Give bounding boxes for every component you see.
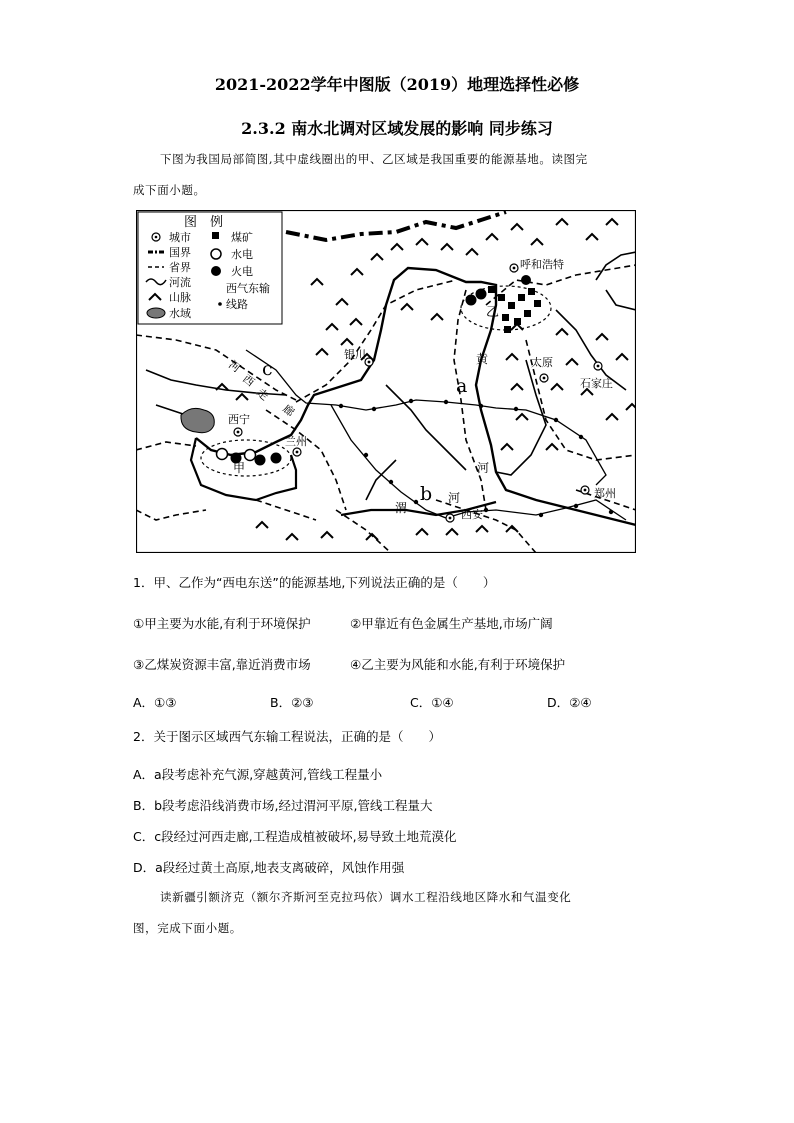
legend-title: 图 例 bbox=[184, 215, 224, 230]
q2-option-d[interactable]: D．a段经过黄土高原,地表支离破碎，风蚀作用强 bbox=[133, 860, 405, 875]
q1-statement-3: ③乙煤炭资源丰富,靠近消费市场 bbox=[133, 657, 311, 672]
intro-line-1: 下图为我国局部简图,其中虚线圈出的甲、乙区域是我国重要的能源基地。读图完 bbox=[160, 152, 588, 166]
legend-province: 省界 bbox=[169, 261, 191, 274]
q1-statement-2: ②甲靠近有色金属生产基地,市场广阔 bbox=[350, 616, 553, 631]
q1-option-b[interactable]: B．②③ bbox=[270, 695, 314, 710]
legend-river: 河流 bbox=[169, 276, 191, 289]
intro-line-2: 成下面小题。 bbox=[133, 183, 206, 197]
intro2-line-1: 读新疆引额济克（额尔齐斯河至克拉玛依）调水工程沿线地区降水和气温变化 bbox=[160, 890, 572, 904]
q2-option-c[interactable]: C．c段经过河西走廊,工程造成植被破坏,易导致土地荒漠化 bbox=[133, 829, 457, 844]
legend-coal: 煤矿 bbox=[231, 231, 253, 244]
label-hexi-3: 走 bbox=[254, 386, 271, 404]
q1-statement-4: ④乙主要为风能和水能,有利于环境保护 bbox=[350, 657, 566, 672]
label-he-1: 河 bbox=[477, 461, 490, 475]
label-hohhot: 呼和浩特 bbox=[520, 258, 564, 271]
label-zhengzhou: 郑州 bbox=[594, 487, 616, 500]
label-yi: 乙 bbox=[486, 305, 500, 320]
intro2-line-2: 图，完成下面小题。 bbox=[133, 921, 242, 935]
label-shijiazhuang: 石家庄 bbox=[580, 377, 613, 390]
q1-option-c[interactable]: C．①④ bbox=[410, 695, 454, 710]
q2-option-a[interactable]: A．a段考虑补充气源,穿越黄河,管线工程量小 bbox=[133, 767, 383, 782]
q1-option-a[interactable]: A．①③ bbox=[133, 695, 177, 710]
legend-pipeline-2: 线路 bbox=[226, 298, 248, 311]
region-map bbox=[136, 210, 636, 553]
label-hexi-4: 廊 bbox=[280, 402, 297, 420]
q2-option-b[interactable]: B．b段考虑沿线消费市场,经过渭河平原,管线工程量大 bbox=[133, 798, 433, 813]
label-wei: 渭 bbox=[395, 501, 408, 515]
legend-hydro: 水电 bbox=[231, 248, 253, 261]
label-jia: 甲 bbox=[233, 461, 246, 475]
legend-water: 水域 bbox=[169, 307, 191, 320]
legend-border: 国界 bbox=[169, 246, 191, 259]
legend-city: 城市 bbox=[169, 231, 191, 244]
doc-title: 2021-2022学年中图版（2019）地理选择性必修 bbox=[214, 75, 580, 94]
legend-thermal: 火电 bbox=[231, 265, 253, 278]
map-legend bbox=[138, 212, 282, 324]
segment-b: b bbox=[420, 483, 433, 505]
label-xining: 西宁 bbox=[228, 413, 250, 426]
label-hexi-2: 西 bbox=[240, 372, 257, 390]
legend-pipeline-1: 西气东输 bbox=[226, 282, 270, 295]
doc-subtitle: 2.3.2 南水北调对区域发展的影响 同步练习 bbox=[241, 119, 553, 138]
q2-stem: 2．关于图示区域西气东输工程说法，正确的是（ ） bbox=[133, 729, 441, 744]
label-lanzhou: 兰州 bbox=[285, 435, 307, 448]
segment-a: a bbox=[456, 375, 468, 397]
label-hexi-1: 河 bbox=[226, 358, 243, 376]
label-he-2: 河 bbox=[448, 491, 461, 505]
q1-statement-1: ①甲主要为水能,有利于环境保护 bbox=[133, 616, 311, 631]
label-huang: 黄 bbox=[476, 352, 489, 366]
label-taiyuan: 太原 bbox=[531, 356, 553, 369]
legend-mountain: 山脉 bbox=[169, 291, 191, 304]
label-xian: 西安 bbox=[461, 508, 483, 521]
label-yinchuan: 银川 bbox=[344, 348, 366, 361]
q1-option-d[interactable]: D．②④ bbox=[547, 695, 592, 710]
segment-c: c bbox=[262, 358, 273, 380]
q1-stem: 1．甲、乙作为“西电东送”的能源基地,下列说法正确的是（ ） bbox=[133, 575, 496, 590]
